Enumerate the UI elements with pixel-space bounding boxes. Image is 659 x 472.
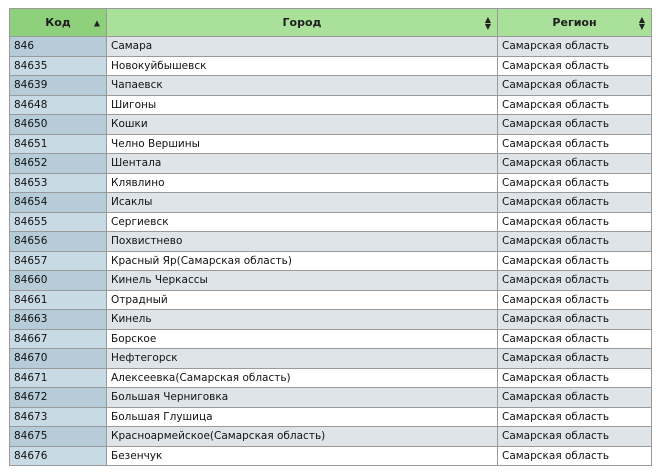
cell-code: 84651 <box>10 135 106 154</box>
cell-city: Новокуйбышевск <box>107 57 497 76</box>
cell-region: Самарская область <box>498 408 651 427</box>
cell-code: 84650 <box>10 115 106 134</box>
table-row <box>10 57 651 76</box>
cell-city: Сергиевск <box>107 213 497 232</box>
table-row <box>10 447 651 466</box>
cell-region: Самарская область <box>498 271 651 290</box>
cell-city: Кинель Черкассы <box>107 271 497 290</box>
cell-region: Самарская область <box>498 213 651 232</box>
cell-city: Похвистнево <box>107 232 497 251</box>
cell-code: 84660 <box>10 271 106 290</box>
table-row <box>10 193 651 212</box>
sort-ascending-icon[interactable]: ▲ <box>93 18 100 27</box>
cell-code: 84648 <box>10 96 106 115</box>
cell-city: Красноармейское(Самарская область) <box>107 427 497 446</box>
column-header-code[interactable] <box>10 9 106 36</box>
cell-city: Челно Вершины <box>107 135 497 154</box>
cell-city: Красный Яр(Самарская область) <box>107 252 497 271</box>
cell-city: Безенчук <box>107 447 497 466</box>
cell-region: Самарская область <box>498 447 651 466</box>
cell-city: Кошки <box>107 115 497 134</box>
table-row <box>10 213 651 232</box>
cell-code: 84667 <box>10 330 106 349</box>
cell-region: Самарская область <box>498 76 651 95</box>
cell-region: Самарская область <box>498 388 651 407</box>
cell-region: Самарская область <box>498 154 651 173</box>
cell-city: Отрадный <box>107 291 497 310</box>
sort-both-icon[interactable]: ▲ ▼ <box>484 14 491 31</box>
cell-region: Самарская область <box>498 291 651 310</box>
table-row <box>10 96 651 115</box>
table-row <box>10 76 651 95</box>
cell-region: Самарская область <box>498 252 651 271</box>
cell-code: 84672 <box>10 388 106 407</box>
table-row <box>10 232 651 251</box>
table-row <box>10 252 651 271</box>
cell-city: Борское <box>107 330 497 349</box>
table-row <box>10 388 651 407</box>
cell-code: 846 <box>10 37 106 56</box>
column-header-city-label: Город <box>282 16 322 29</box>
cell-code: 84670 <box>10 349 106 368</box>
cell-city: Шентала <box>107 154 497 173</box>
table-row <box>10 330 651 349</box>
cell-code: 84675 <box>10 427 106 446</box>
table-row <box>10 135 651 154</box>
table-row <box>10 37 651 56</box>
column-header-code-label: Код <box>45 16 71 29</box>
cell-code: 84661 <box>10 291 106 310</box>
table-row <box>10 310 651 329</box>
cell-code: 84652 <box>10 154 106 173</box>
cell-code: 84654 <box>10 193 106 212</box>
cell-code: 84673 <box>10 408 106 427</box>
cell-region: Самарская область <box>498 369 651 388</box>
column-header-region-label: Регион <box>552 16 597 29</box>
cell-code: 84653 <box>10 174 106 193</box>
cell-region: Самарская область <box>498 349 651 368</box>
cell-city: Чапаевск <box>107 76 497 95</box>
cell-city: Нефтегорск <box>107 349 497 368</box>
phone-codes-table-container <box>9 8 652 466</box>
cell-code: 84676 <box>10 447 106 466</box>
cell-city: Клявлино <box>107 174 497 193</box>
table-row <box>10 349 651 368</box>
cell-region: Самарская область <box>498 193 651 212</box>
cell-region: Самарская область <box>498 310 651 329</box>
cell-code: 84655 <box>10 213 106 232</box>
table-body <box>10 37 651 465</box>
cell-region: Самарская область <box>498 174 651 193</box>
cell-city: Большая Глушица <box>107 408 497 427</box>
column-header-region[interactable] <box>498 9 651 36</box>
table-header-row <box>10 9 651 36</box>
cell-code: 84657 <box>10 252 106 271</box>
phone-codes-table <box>9 8 652 466</box>
table-row <box>10 174 651 193</box>
cell-region: Самарская область <box>498 135 651 154</box>
table-row <box>10 408 651 427</box>
cell-city: Исаклы <box>107 193 497 212</box>
table-row <box>10 271 651 290</box>
cell-city: Самара <box>107 37 497 56</box>
cell-code: 84639 <box>10 76 106 95</box>
cell-region: Самарская область <box>498 427 651 446</box>
table-row <box>10 427 651 446</box>
cell-region: Самарская область <box>498 57 651 76</box>
cell-city: Шигоны <box>107 96 497 115</box>
sort-both-icon[interactable]: ▲ ▼ <box>638 14 645 31</box>
cell-code: 84671 <box>10 369 106 388</box>
table-row <box>10 369 651 388</box>
cell-city: Алексеевка(Самарская область) <box>107 369 497 388</box>
cell-region: Самарская область <box>498 232 651 251</box>
table-row <box>10 291 651 310</box>
table-row <box>10 115 651 134</box>
cell-region: Самарская область <box>498 37 651 56</box>
cell-city: Кинель <box>107 310 497 329</box>
table-row <box>10 154 651 173</box>
cell-region: Самарская область <box>498 96 651 115</box>
cell-code: 84663 <box>10 310 106 329</box>
cell-code: 84656 <box>10 232 106 251</box>
column-header-city[interactable] <box>107 9 497 36</box>
cell-code: 84635 <box>10 57 106 76</box>
cell-city: Большая Черниговка <box>107 388 497 407</box>
cell-region: Самарская область <box>498 330 651 349</box>
cell-region: Самарская область <box>498 115 651 134</box>
